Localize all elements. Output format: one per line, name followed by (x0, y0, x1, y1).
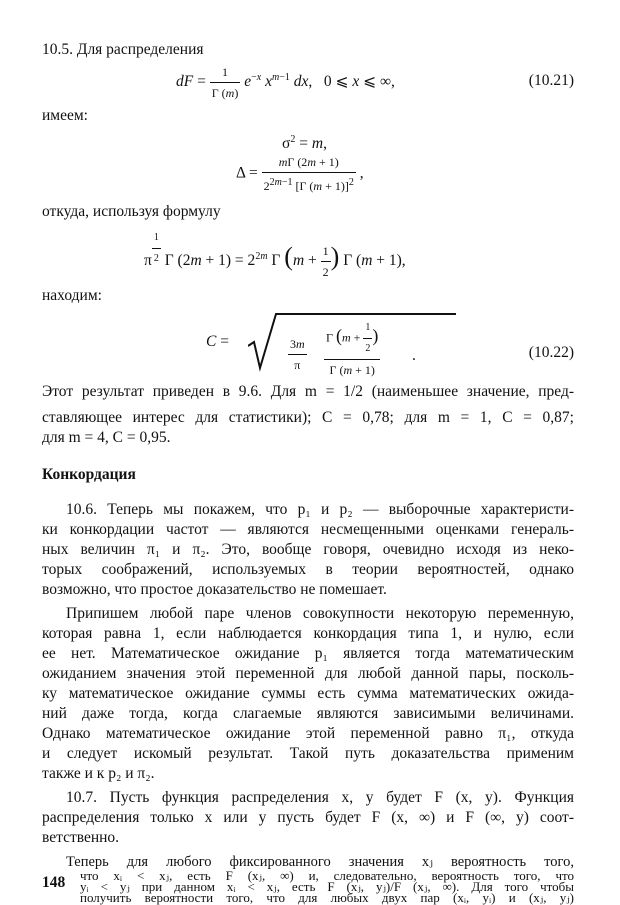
equation-label: (10.22) (528, 344, 574, 361)
paragraph-line: получить вероятности того, что для любых двух пар (xᵢ, yᵢ) и (xⱼ, yⱼ) (80, 890, 574, 905)
paragraph-line: yᵢ < yⱼ при данном xᵢ < xⱼ, есть F (xⱼ, yⱼ)/F (xⱼ, ∞). Для того чтобы (80, 879, 574, 894)
paragraph-line: имеем: (42, 107, 88, 124)
paragraph-line: что xᵢ < xⱼ, есть F (xⱼ, ∞) и, следовательно, вероятность того, что (80, 868, 574, 883)
paragraph-line: Этот результат приведен в 9.6. Для m = 1/2 (наименьшее значение, пред- (42, 383, 574, 400)
paragraph-line: 10.5. Для распределения (42, 41, 204, 58)
paragraph-line: ожиданием значения этой переменной для любой данной пары, посколь- (42, 665, 574, 682)
paragraph-line: Однако математическое ожидание этой переменной равно π₁, откуда (42, 725, 574, 742)
equation-duplication: π $^{\frac{1}{2}}$ Γ $(2m + 1) = 2^{2m}$ Γ (m + $\frac{1}{2}$ ) Γ (m + 1), (144, 236, 406, 282)
paragraph-line: возможно, что простое доказательство не помешает. (42, 581, 387, 598)
paragraph-line: торых соображений, используемых в теории вероятностей, однако (42, 561, 574, 578)
equation-label: (10.21) (528, 72, 574, 89)
paragraph-line: 10.6. Теперь мы покажем, что p₁ и p₂ — выборочные характеристи- (66, 501, 574, 518)
paragraph-line: ных величин π₁ и π₂. Это, вообще говоря, очевидно исходя из неко- (42, 541, 574, 558)
equation-sigma: $\sigma^2 = m$, (282, 134, 327, 153)
section-heading: Конкордация (42, 466, 136, 483)
paragraph-line: и следует искомый результат. Такой путь доказательства применим (42, 745, 574, 762)
paragraph-line: которая равна 1, если наблюдается конкордация типа 1, и нулю, если (42, 625, 574, 642)
paragraph-line: также и к p₂ и π₂. (42, 765, 155, 782)
equation-10-22: C = $\frac{3m}{\pi}$ Γ (m + $\frac{1}{2}$ ) Γ (m + 1) . (206, 312, 229, 374)
paragraph-line: ветственно. (42, 829, 120, 846)
paragraph-line: ставляющее интерес для статистики); C = 0,78; для m = 1, C = 0,87; (42, 409, 574, 426)
equation-10-21: dF = $\frac{1}{\Gamma (m)}$ $e^{-x}$ $x^{m-1}$ dx, 0 ⩽ x ⩽ ∞, (176, 62, 395, 103)
paragraph-line: ку математическое ожидание суммы есть сумма математических ожида- (42, 685, 574, 702)
paragraph-line: находим: (42, 287, 102, 304)
paragraph-line: для m = 4, C = 0,95. (42, 429, 171, 446)
paragraph-line: распределения только x или y пусть будет F (x, ∞) и F (∞, y) соот- (42, 809, 574, 826)
paragraph-line: ки конкордации частот — являются несмещенными оценками генераль- (42, 521, 574, 538)
page-number: 148 (42, 874, 66, 891)
paragraph-line: откуда, используя формулу (42, 203, 221, 220)
paragraph-line: 10.7. Пусть функция распределения x, y будет F (x, y). Функция (66, 789, 574, 806)
paragraph-line: ее нет. Математическое ожидание p₁ является тогда математическим (42, 645, 574, 662)
paragraph-line: ний даже тогда, когда слагаемые являются зависимыми величинами. (42, 705, 574, 722)
paragraph-line: Припишем любой паре членов совокупности некоторую переменную, (66, 605, 574, 622)
equation-delta: Δ = $\frac{m\Gamma (2m + 1)}{2^{2m-1} [\Gamma (m + 1)]^2}$ , (236, 152, 364, 196)
paragraph-line: Теперь для любого фиксированного значения xⱼ вероятность того, (66, 854, 574, 870)
